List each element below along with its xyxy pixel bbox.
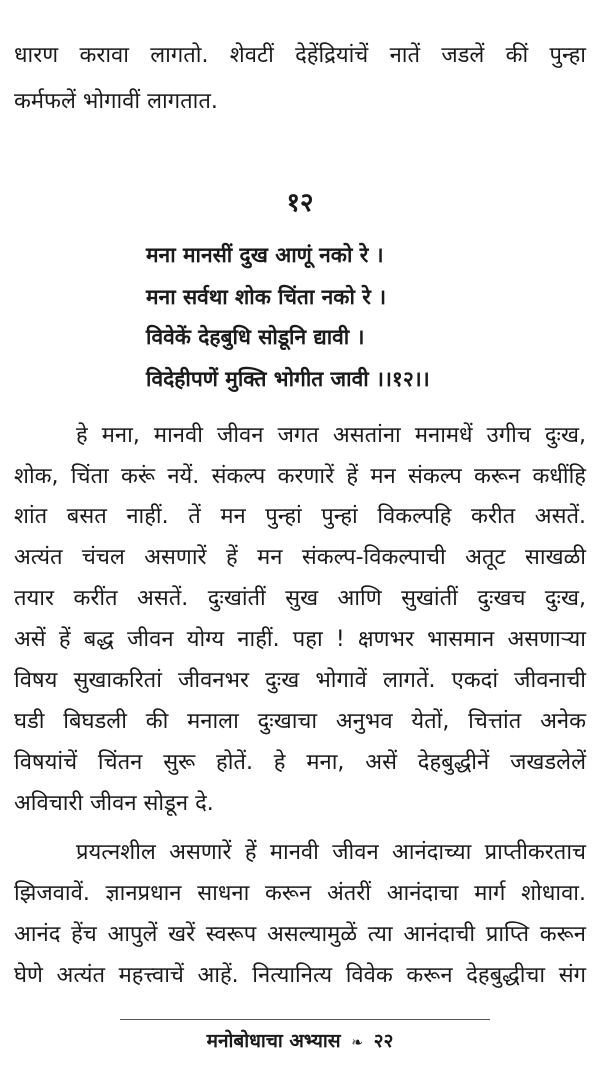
intro-line: कर्मफलें भोगावीं लागतात. [14, 89, 218, 114]
footer-rule [120, 1019, 490, 1020]
page-footer [0, 1027, 600, 1057]
paragraph-line: विषयांचें चिंतन सुरू होतें. हे मना, असें देहबुद्धीनें जखडलेलें [14, 750, 586, 775]
verse-number: १२ [286, 188, 314, 218]
paragraph-line: घेणे अत्यंत महत्त्वाचें आहें. नित्यानित्य विवेक करून देहबुद्धीचा संग [14, 963, 586, 988]
paragraph-line: झिजवावें. ज्ञानप्रधान साधना करून अंतरीं आनंदाचा मार्ग शोधावा. [14, 881, 586, 906]
paragraph-line: शोक, चिंता करूं नयें. संकल्प करणारें हें मन संकल्प करून कधींहि [14, 464, 586, 489]
verse-line: मना सर्वथा शोक चिंता नको रे । [146, 285, 387, 309]
paragraph-line: तयार करींत असतें. दुःखांतीं सुख आणि सुखांतीं दुःखच दुःख, [14, 586, 586, 611]
verse-line: विवेकें देहबुधि सोडूनि द्यावी । [146, 325, 365, 349]
paragraph-line: विषय सुखाकरितां जीवनभर दुःख भोगावें लागतें. एकदां जीवनाची [14, 668, 586, 693]
paragraph-line: शांत बसत नाहीं. तें मन पुन्हां पुन्हां विकल्पहि करीत असतें. [14, 504, 586, 529]
paragraph-line: अविचारी जीवन सोडून दे. [14, 791, 214, 816]
book-title: मनोबोधाचा अभ्यास [206, 1030, 341, 1052]
verse-line: मना मानसीं दुख आणूं नको रे । [146, 243, 384, 267]
page-number: २२ [373, 1030, 394, 1052]
verse-line: विदेहीपणें मुक्ति भोगीत जावी ।।१२।। [146, 367, 430, 391]
paragraph-line: आनंद हेंच आपुलें खरें स्वरूप असल्यामुळें त्या आनंदाची प्राप्ति करून [14, 922, 586, 947]
ornament-icon: ❧ [351, 1035, 363, 1051]
paragraph-line: प्रयत्नशील असणारें हें मानवी जीवन आनंदाच्या प्राप्तीकरताच [76, 840, 586, 865]
paragraph-line: हे मना, मानवी जीवन जगत असतांना मनामधें उगीच दुःख, [76, 423, 586, 448]
paragraph-line: घडी बिघडली की मनाला दुःखाचा अनुभव येतों, चित्तांत अनेक [14, 709, 586, 734]
paragraph-line: असें हें बद्ध जीवन योग्य नाहीं. पहा ! क्षणभर भासमान असणाऱ्या [14, 627, 586, 652]
paragraph-line: अत्यंत चंचल असणारें हें मन संकल्प-विकल्पाची अतूट साखळी [14, 545, 586, 570]
intro-line: धारण करावा लागतो. शेवटीं देहेंद्रियांचें नातें जडलें कीं पुन्हा [14, 43, 586, 68]
